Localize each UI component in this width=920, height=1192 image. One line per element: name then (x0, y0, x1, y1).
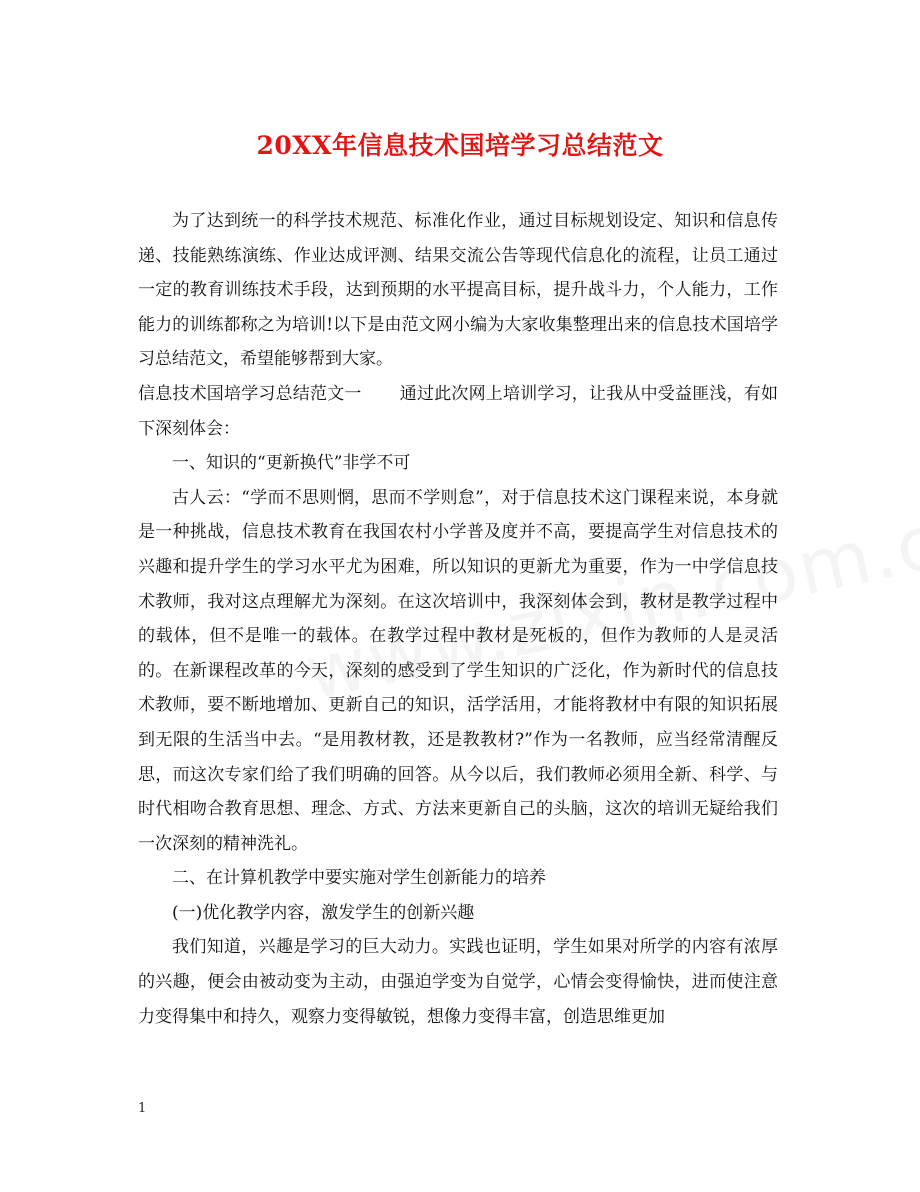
essay-label: 信息技术国培学习总结范文一 (138, 383, 362, 404)
section-heading-2: 二、在计算机教学中要实施对学生创新能力的培养 (172, 868, 546, 889)
section-heading-1: 一、知识的“更新换代”非学不可 (172, 453, 411, 474)
intro-paragraph: 为了达到统一的科学技术规范、标准化作业，通过目标规划设定、知识和信息传递、技能熟练演练、作业达成评测、结果交流公告等现代信息化的流程，让员工通过一定的教育训练技术手段，达到预期的水平提高目标，提升战斗力，个人能力，工作能力的训练都称之为培训!以下是由范文网小编为大家收集整理出来的信息技术国培学习总结范文，希望能够帮到大家。 (138, 211, 778, 370)
essay-opening-line (138, 377, 778, 446)
paragraph-1: 古人云：“学而不思则惘，思而不学则怠”，对于信息技术这门课程来说，本身就是一种挑战，信息技术教育在我国农村小学普及度并不高，要提高学生对信息技术的兴趣和提升学生的学习水平尤为困难，所以知识的更新尤为重要，作为一中学信息技术教师，我对这点理解尤为深刻。在这次培训中，我深刻体会到，教材是教学过程中的载体，但不是唯一的载体。在教学过程中教材是死板的，但作为教师的人是灵活的。在新课程改革的今天，深刻的感受到了学生知识的广泛化，作为新时代的信息技术教师，要不断地增加、更新自己的知识，活学活用，才能将教材中有限的知识拓展到无限的生活当中去。“是用教材教，还是教教材?”作为一名教师，应当经常清醒反思，而这次专家们给了我们明确的回答。从今以后，我们教师必须用全新、科学、与时代相吻合教育思想、理念、方式、方法来更新自己的头脑，这次的培训无疑给我们一次深刻的精神洗礼。 (138, 487, 778, 854)
paragraph-2: 我们知道，兴趣是学习的巨大动力。实践也证明，学生如果对所学的内容有浓厚的兴趣，便会由被动变为主动，由强迫学变为自觉学，心情会变得愉快，进而使注意力变得集中和持久，观察力变得敏锐，想像力变得丰富，创造思维更加 (138, 937, 778, 1027)
document-body (138, 204, 778, 1034)
page-number: 1 (138, 1101, 147, 1116)
essay-opening: 通过此次网上培训学习，让我从中受益匪浅，有如下深刻体会： (138, 383, 779, 439)
document-title: 20XX年信息技术国培学习总结范文 (256, 131, 664, 160)
subheading-2-1: (一)优化教学内容，激发学生的创新兴趣 (172, 902, 475, 923)
